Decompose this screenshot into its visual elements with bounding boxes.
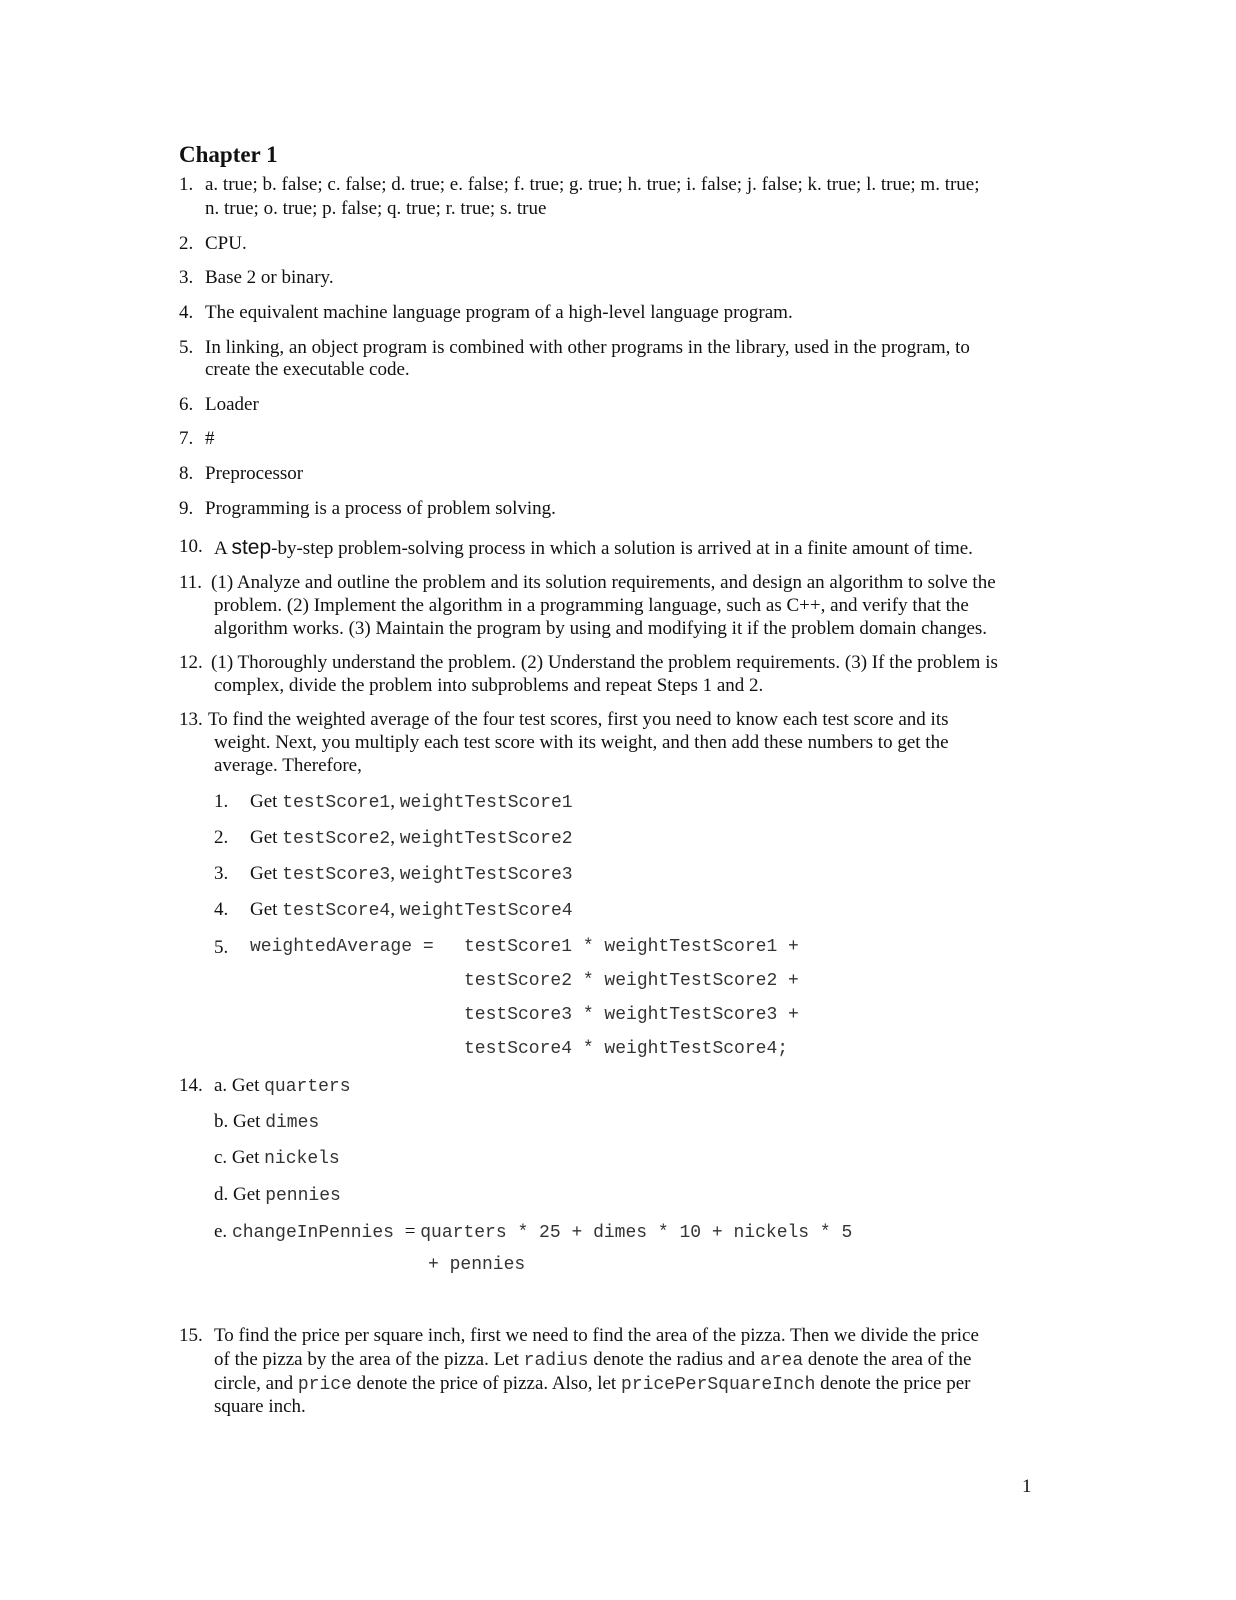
step-comma: , [390,791,395,812]
answer-text-rest: -by-step problem-solving process in which a solution is arrived at in a finite amount of time. [271,538,973,559]
step-text [250,791,573,813]
answer-text-lead: A [214,538,232,559]
answer-text: n. true; o. true; p. false; q. true; r. true; s. true [205,198,547,219]
answer-text: create the executable code. [205,359,410,380]
answer-text-step: step [231,536,272,559]
answer-number: 2. [179,233,194,254]
sub-step [214,1111,319,1133]
sub-step [214,1147,340,1169]
answer-text: complex, divide the problem into subproblems and repeat Steps 1 and 2. [214,675,764,696]
answer-text: (1) Analyze and outline the problem and its solution requirements, and design an algorithm to solve the [211,572,996,593]
step-comma: , [390,827,395,848]
step-verb: Get [250,899,278,920]
answer-text: Loader [205,394,259,415]
step-comma: , [390,863,395,884]
step-verb: Get [250,827,278,848]
text-run: denote the price per [815,1373,971,1394]
answer-number: 3. [179,267,194,288]
answer-text: (1) Thoroughly understand the problem. (2) Understand the problem requirements. (3) If the problem is [211,652,998,673]
sub-step [214,1184,341,1206]
code-line: testScore2 * weightTestScore2 + [464,971,799,991]
code-identifier: quarters [264,1077,351,1097]
answer-number: 1. [179,174,194,195]
code-identifier: testScore3 [282,865,391,885]
text-run: denote the price of pizza. Also, let [351,1373,621,1394]
text-run: denote the area of the [803,1349,972,1370]
step-comma: , [390,899,395,920]
step-verb: Get [250,791,278,812]
answer-number: 13. [179,709,203,730]
code-identifier: price [297,1375,352,1395]
sub-step-label: a. Get [214,1075,265,1096]
text-run: denote the radius and [588,1349,760,1370]
code-identifier: radius [523,1351,589,1371]
answer-number: 5. [179,337,194,358]
answer-text: square inch. [214,1396,306,1417]
sub-step-label: b. Get [214,1111,266,1132]
code-identifier: weightTestScore1 [399,793,573,813]
answer-number: 14. [179,1075,203,1096]
code-line: testScore1 * weightTestScore1 + [464,937,799,957]
answer-text: average. Therefore, [214,755,362,776]
answer-text [214,1349,971,1371]
code-identifier: testScore1 [282,793,391,813]
answer-number: 12. [179,652,203,673]
answer-text: To find the price per square inch, first we need to find the area of the pizza. Then we divide the price [214,1325,979,1346]
code-identifier: pennies [265,1186,341,1206]
answer-text: # [205,428,215,449]
sub-step [214,1221,852,1243]
sub-step-label: e. [214,1221,232,1242]
answer-text: Programming is a process of problem solving. [205,498,556,519]
answer-text: To find the weighted average of the four test scores, first you need to know each test score and its [208,709,949,730]
step-text [250,899,573,921]
code-identifier: weightTestScore2 [399,829,573,849]
answer-text: a. true; b. false; c. false; d. true; e. false; f. true; g. true; h. true; i. false; j. false; k. true; l. true; m. true; [205,174,980,195]
code-expression: + pennies [428,1255,526,1275]
step-text [250,863,573,885]
code-identifier: testScore2 [282,829,391,849]
answer-text: weight. Next, you multiply each test score with its weight, and then add these numbers to get the [214,732,949,753]
step-text [250,827,573,849]
chapter-title: Chapter 1 [179,142,278,167]
answer-text: Base 2 or binary. [205,267,334,288]
step-number: 2. [214,827,229,848]
answer-number: 4. [179,302,194,323]
answer-number: 10. [179,536,203,557]
answer-text: Preprocessor [205,463,304,484]
step-verb: Get [250,863,278,884]
answer-number: 15. [179,1325,203,1346]
answer-text: CPU. [205,233,247,254]
sub-step-label: c. Get [214,1147,265,1168]
answer-text: The equivalent machine language program of a high-level language program. [205,302,793,323]
sub-step [214,1075,351,1097]
code-line: weightedAverage = [250,937,434,957]
code-identifier: area [759,1351,804,1371]
code-identifier: weightTestScore4 [399,901,573,921]
code-expression: quarters * 25 + dimes * 10 + nickels * 5 [420,1223,853,1243]
code-identifier: nickels [264,1149,340,1169]
step-number: 3. [214,863,229,884]
answer-text [214,536,973,560]
code-identifier: changeInPennies [231,1223,405,1243]
step-number: 5. [214,937,229,958]
code-identifier: pricePerSquareInch [620,1375,816,1395]
answer-number: 8. [179,463,194,484]
code-line: testScore4 * weightTestScore4; [464,1039,789,1059]
code-identifier: testScore4 [282,901,391,921]
answer-number: 7. [179,428,194,449]
answer-number: 6. [179,394,194,415]
step-number: 1. [214,791,229,812]
page-number: 1 [1022,1476,1032,1497]
answer-text [214,1373,971,1395]
step-number: 4. [214,899,229,920]
answer-text: problem. (2) Implement the algorithm in a programming language, such as C++, and verify that the [214,595,969,616]
text-run: circle, and [214,1373,298,1394]
code-identifier: dimes [265,1113,320,1133]
answer-text: In linking, an object program is combined with other programs in the library, used in the program, to [205,337,970,358]
sub-step-label: d. Get [214,1184,266,1205]
equals-sign: = [404,1221,421,1242]
answer-text: algorithm works. (3) Maintain the program by using and modifying it if the problem domain changes. [214,618,988,639]
code-line: testScore3 * weightTestScore3 + [464,1005,799,1025]
answer-number: 11. [179,572,203,593]
answer-number: 9. [179,498,194,519]
text-run: of the pizza by the area of the pizza. Let [214,1349,524,1370]
code-identifier: weightTestScore3 [399,865,573,885]
